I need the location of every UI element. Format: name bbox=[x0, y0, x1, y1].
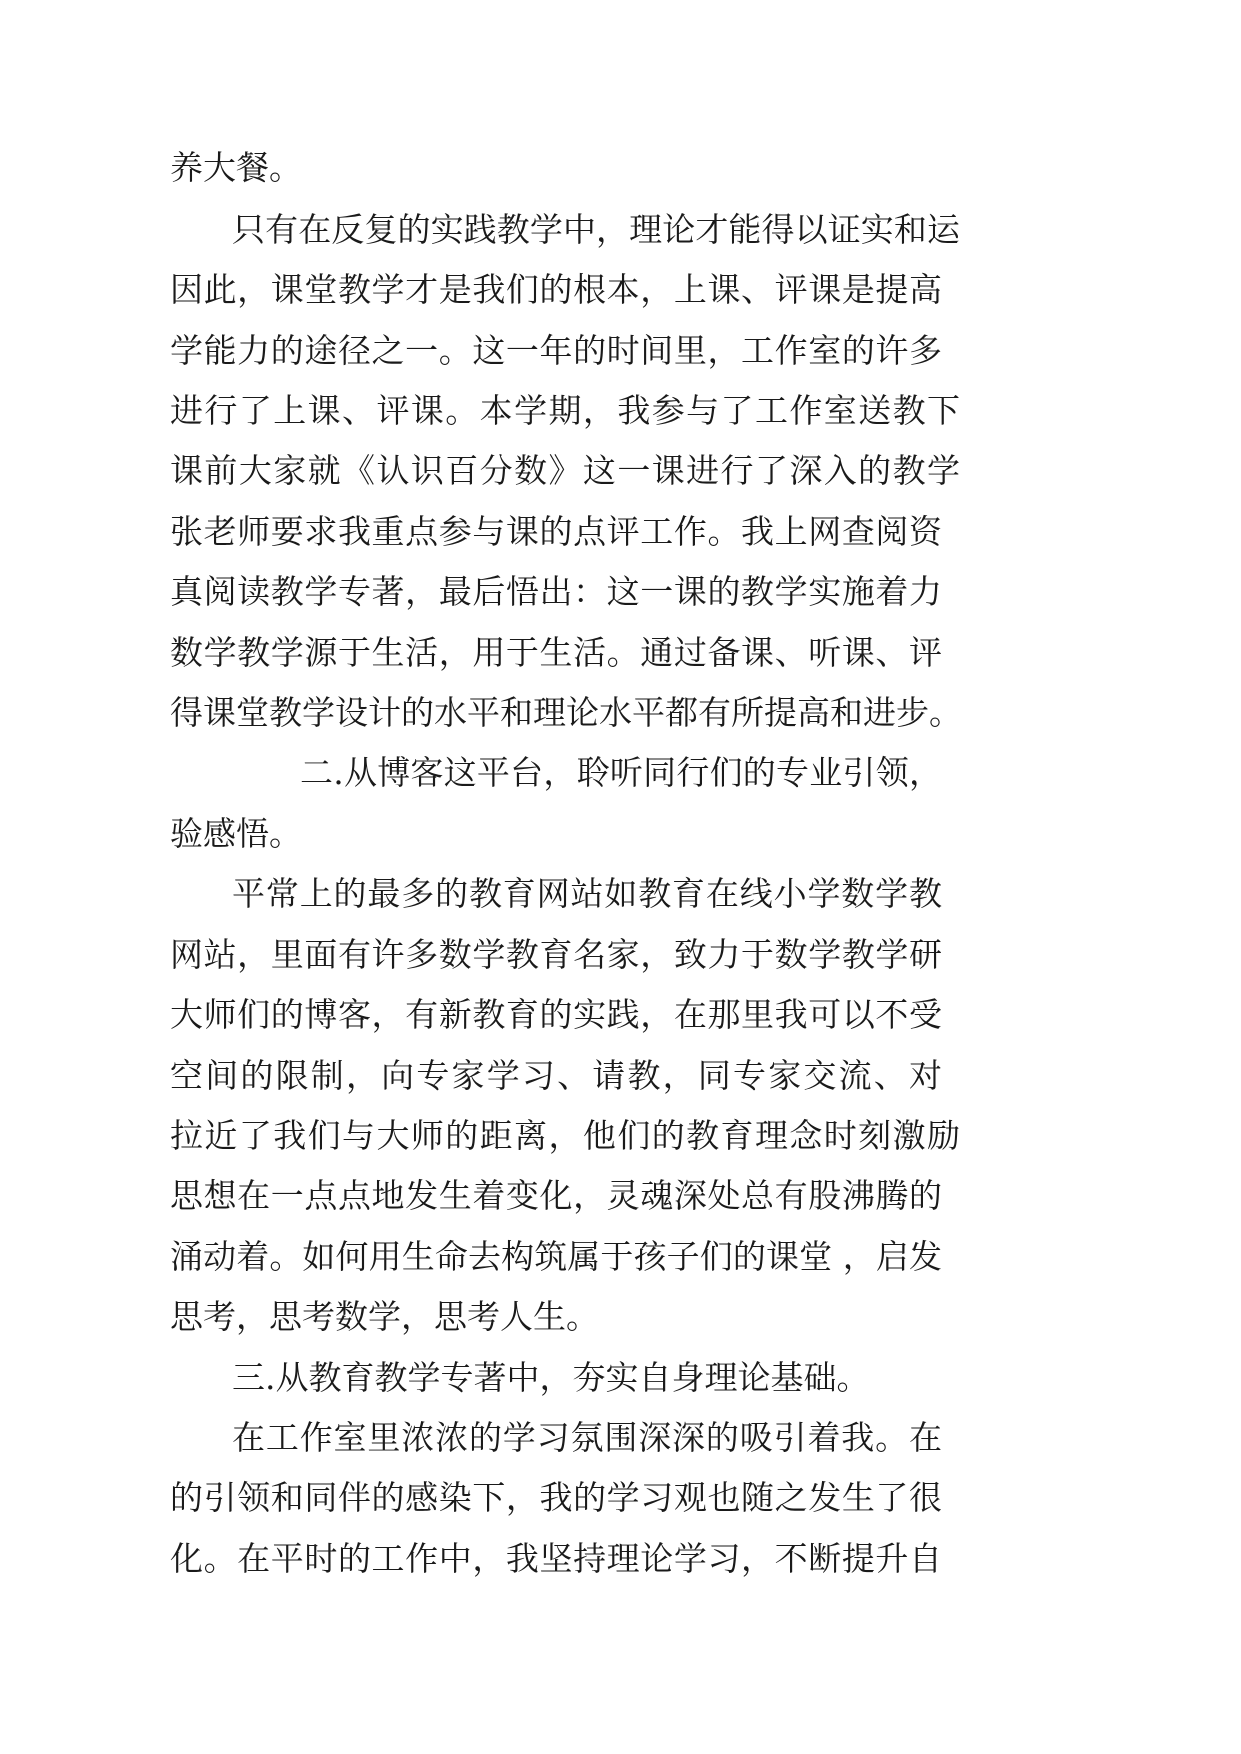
paragraph-first-line: 平常上的最多的教育网站如教育在线小学数学教 bbox=[232, 874, 942, 913]
text-line: 真阅读教学专著，最后悟出：这一课的教学实施着力 bbox=[170, 572, 942, 611]
text-line: 涌动着。如何用生命去构筑属于孩子们的课堂 ，启发 bbox=[170, 1237, 942, 1276]
text-line: 学能力的途径之一。这一年的时间里，工作室的许多 bbox=[170, 331, 942, 370]
section-heading-2-cont: 验感悟。 bbox=[170, 814, 302, 853]
text-line: 思想在一点点地发生着变化，灵魂深处总有股沸腾的 bbox=[170, 1176, 942, 1215]
paragraph-first-line: 只有在反复的实践教学中，理论才能得以证实和运 bbox=[232, 210, 960, 249]
text-line: 因此，课堂教学才是我们的根本，上课、评课是提高 bbox=[170, 270, 942, 309]
text-line: 大师们的博客，有新教育的实践，在那里我可以不受 bbox=[170, 995, 942, 1034]
text-line: 网站，里面有许多数学教育名家，致力于数学教学研 bbox=[170, 935, 942, 974]
text-line: 数学教学源于生活，用于生活。通过备课、听课、评 bbox=[170, 633, 942, 672]
text-line: 课前大家就《认识百分数》这一课进行了深入的教学 bbox=[170, 451, 960, 490]
text-line: 思考，思考数学，思考人生。 bbox=[170, 1297, 599, 1336]
text-line: 养大餐。 bbox=[170, 148, 302, 187]
paragraph-first-line: 在工作室里浓浓的学习氛围深深的吸引着我。在 bbox=[232, 1418, 942, 1457]
text-line: 进行了上课、评课。本学期，我参与了工作室送教下 bbox=[170, 391, 960, 430]
text-line: 的引领和同伴的感染下，我的学习观也随之发生了很 bbox=[170, 1478, 942, 1517]
text-line: 空间的限制，向专家学习、请教，同专家交流、对 bbox=[170, 1056, 942, 1095]
text-line: 拉近了我们与大师的距离，他们的教育理念时刻激励 bbox=[170, 1116, 960, 1155]
text-line: 得课堂教学设计的水平和理论水平都有所提高和进步。 bbox=[170, 693, 962, 732]
text-line: 张老师要求我重点参与课的点评工作。我上网查阅资 bbox=[170, 512, 942, 551]
section-heading-3: 三.从教育教学专著中，夯实自身理论基础。 bbox=[232, 1358, 870, 1397]
text-line: 化。在平时的工作中，我坚持理论学习，不断提升自 bbox=[170, 1539, 942, 1578]
section-heading-2: 二.从博客这平台，聆听同行们的专业引领， bbox=[300, 753, 942, 792]
